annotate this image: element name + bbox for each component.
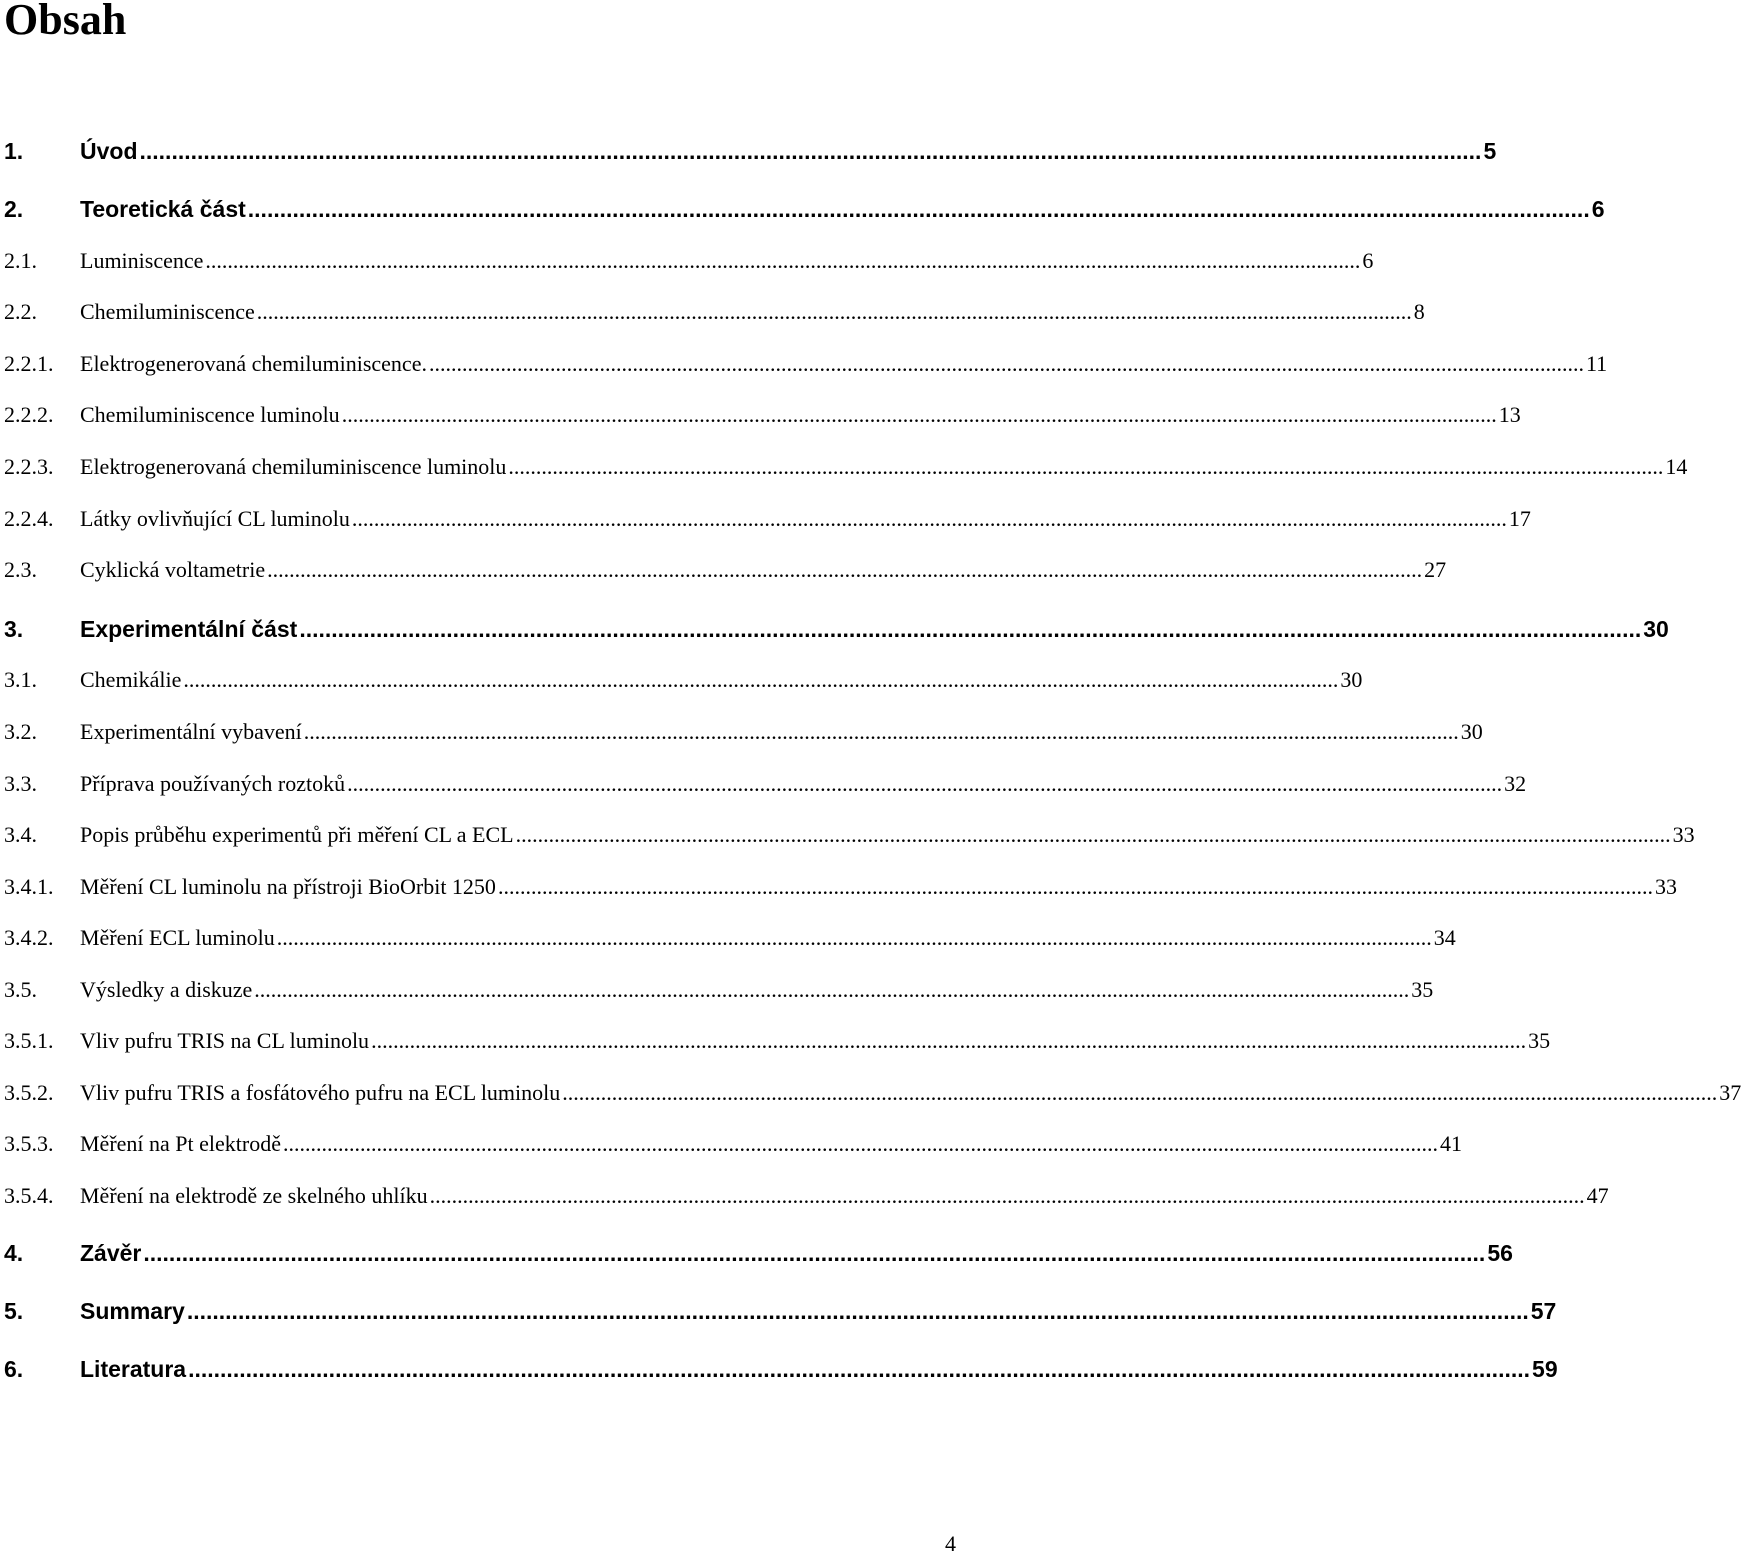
toc-entry[interactable]: [4, 616, 1669, 652]
toc-entry-title: Vliv pufru TRIS na CL luminolu: [80, 1028, 370, 1053]
toc-entry-title: Látky ovlivňující CL luminolu: [80, 506, 350, 531]
toc-entry-title: Literatura: [80, 1356, 187, 1382]
toc-entry[interactable]: [4, 196, 1605, 232]
toc-entry-number: 3.5.1.: [4, 1028, 54, 1053]
toc-entry-title: Elektrogenerovaná chemiluminiscence.: [80, 351, 427, 376]
toc-entry-number: 2.2.3.: [4, 454, 54, 479]
toc-entry-number: 1.: [4, 138, 24, 164]
toc-dot-leader: [257, 299, 1412, 325]
toc-entry-title: Závěr: [80, 1240, 142, 1266]
page-number: 4: [945, 1531, 956, 1556]
toc-dot-leader: [430, 1183, 1585, 1209]
toc-dot-leader: [143, 1240, 1485, 1267]
toc-entry[interactable]: [4, 138, 1497, 174]
toc-entry-number: 2.2.: [4, 299, 37, 324]
toc-entry-number: 2.2.4.: [4, 506, 54, 531]
toc-entry[interactable]: [4, 977, 1434, 1013]
toc-entry-number: 3.1.: [4, 667, 37, 692]
toc-entry-number: 2.3.: [4, 557, 37, 582]
toc-dot-leader: [205, 248, 1360, 274]
toc-entry-title: Teoretická část: [80, 196, 246, 222]
toc-entry-title: Výsledky a diskuze: [80, 977, 253, 1002]
toc-entry-page: 13: [1498, 402, 1521, 427]
toc-entry-number: 3.3.: [4, 771, 37, 796]
toc-entry-title: Elektrogenerovaná chemiluminiscence luminolu: [80, 454, 507, 479]
toc-entry-title: Chemiluminiscence luminolu: [80, 402, 340, 427]
toc-dot-leader: [283, 1131, 1438, 1157]
toc-entry-page: 17: [1508, 506, 1531, 531]
toc-entry[interactable]: [4, 351, 1608, 387]
toc-entry[interactable]: [4, 771, 1527, 807]
toc-entry-number: 2.2.1.: [4, 351, 54, 376]
toc-entry[interactable]: [4, 506, 1531, 542]
toc-dot-leader: [188, 1356, 1530, 1383]
toc-entry-page: 56: [1487, 1240, 1513, 1266]
page-title: Obsah: [4, 0, 127, 44]
toc-entry-title: Experimentální část: [80, 616, 298, 642]
toc-entry-page: 30: [1340, 667, 1363, 692]
toc-entry[interactable]: [4, 248, 1374, 284]
toc-dot-leader: [371, 1028, 1526, 1054]
toc-entry-title: Vliv pufru TRIS a fosfátového pufru na ECL luminolu: [80, 1080, 561, 1105]
toc-entry-title: Experimentální vybavení: [80, 719, 302, 744]
toc-entry[interactable]: [4, 557, 1447, 593]
toc-entry-number: 4.: [4, 1240, 24, 1266]
toc-entry-title: Úvod: [80, 138, 138, 164]
toc-entry-page: 32: [1504, 771, 1527, 796]
toc-entry[interactable]: [4, 1356, 1558, 1392]
toc-entry[interactable]: [4, 925, 1456, 961]
toc-entry-page: 8: [1413, 299, 1425, 324]
toc-entry-page: 59: [1532, 1356, 1558, 1382]
toc-entry[interactable]: [4, 454, 1688, 490]
toc-entry-number: 3.5.: [4, 977, 37, 1002]
toc-entry[interactable]: [4, 402, 1521, 438]
toc-entry[interactable]: [4, 299, 1425, 335]
toc-entry-number: 3.4.: [4, 822, 37, 847]
toc-entry-number: 2.2.2.: [4, 402, 54, 427]
toc-entry[interactable]: [4, 719, 1483, 755]
toc-entry-number: 6.: [4, 1356, 24, 1382]
toc-entry-title: Cyklická voltametrie: [80, 557, 266, 582]
toc-entry-number: 3.5.2.: [4, 1080, 54, 1105]
toc-entry-title: Měření ECL luminolu: [80, 925, 275, 950]
toc-entry[interactable]: [4, 1080, 1741, 1116]
toc-dot-leader: [429, 351, 1584, 377]
toc-entry-title: Měření na elektrodě ze skelného uhlíku: [80, 1183, 428, 1208]
toc-entry-page: 27: [1424, 557, 1447, 582]
toc-entry-title: Popis průběhu experimentů při měření CL a ECL: [80, 822, 514, 847]
toc-dot-leader: [508, 454, 1663, 480]
toc-entry-page: 30: [1460, 719, 1483, 744]
toc-entry-number: 5.: [4, 1298, 24, 1324]
toc-entry-title: Měření na Pt elektrodě: [80, 1131, 281, 1156]
toc-entry[interactable]: [4, 1298, 1557, 1334]
toc-dot-leader: [516, 822, 1671, 848]
toc-entry-page: 5: [1483, 138, 1497, 164]
toc-entry-number: 3.4.2.: [4, 925, 54, 950]
toc-dot-leader: [187, 1298, 1529, 1325]
toc-entry-title: Chemiluminiscence: [80, 299, 255, 324]
toc-dot-leader: [277, 925, 1432, 951]
toc-dot-leader: [352, 506, 1507, 532]
toc-entry-number: 2.1.: [4, 248, 37, 273]
toc-dot-leader: [299, 616, 1641, 643]
toc-entry-page: 6: [1362, 248, 1374, 273]
toc-entry-title: Příprava používaných roztoků: [80, 771, 346, 796]
toc-dot-leader: [267, 557, 1422, 583]
toc-entry-number: 3.5.3.: [4, 1131, 54, 1156]
toc-entry-page: 37: [1719, 1080, 1741, 1105]
toc-entry-number: 3.: [4, 616, 24, 642]
toc-dot-leader: [347, 771, 1502, 797]
toc-entry-page: 30: [1643, 616, 1669, 642]
toc-entry-number: 3.5.4.: [4, 1183, 54, 1208]
toc-entry-page: 34: [1433, 925, 1456, 950]
toc-entry-page: 33: [1654, 874, 1677, 899]
toc-entry-title: Měření CL luminolu na přístroji BioOrbit 1250: [80, 874, 496, 899]
toc-entry[interactable]: [4, 874, 1677, 910]
toc-entry[interactable]: [4, 667, 1363, 703]
toc-entry-page: 6: [1591, 196, 1605, 222]
toc-entry-page: 41: [1440, 1131, 1462, 1156]
toc-entry-page: 57: [1530, 1298, 1557, 1324]
toc-entry-page: 47: [1586, 1183, 1609, 1208]
toc-entry-title: Chemikálie: [80, 667, 182, 692]
toc-entry-page: 35: [1411, 977, 1434, 1002]
toc-entry-title: Summary: [80, 1298, 185, 1324]
toc-dot-leader: [140, 138, 1482, 165]
toc-entry[interactable]: [4, 1183, 1609, 1219]
toc-dot-leader: [342, 402, 1497, 428]
toc-entry-number: 3.4.1.: [4, 874, 54, 899]
toc-entry-page: 14: [1665, 454, 1688, 479]
toc-entry-page: 35: [1528, 1028, 1551, 1053]
toc-dot-leader: [183, 667, 1338, 693]
toc-dot-leader: [304, 719, 1459, 745]
toc-entry[interactable]: [4, 1028, 1551, 1064]
toc-entry[interactable]: [4, 1240, 1513, 1276]
toc-entry-page: 33: [1672, 822, 1695, 847]
toc-entry-number: 2.: [4, 196, 24, 222]
toc-entry-title: Luminiscence: [80, 248, 204, 273]
toc-dot-leader: [254, 977, 1409, 1003]
toc-dot-leader: [562, 1080, 1717, 1106]
toc-entry[interactable]: [4, 1131, 1462, 1167]
toc-entry[interactable]: [4, 822, 1695, 858]
toc-dot-leader: [248, 196, 1590, 223]
toc-entry-page: 11: [1585, 351, 1608, 376]
toc-dot-leader: [498, 874, 1653, 900]
toc-entry-number: 3.2.: [4, 719, 37, 744]
